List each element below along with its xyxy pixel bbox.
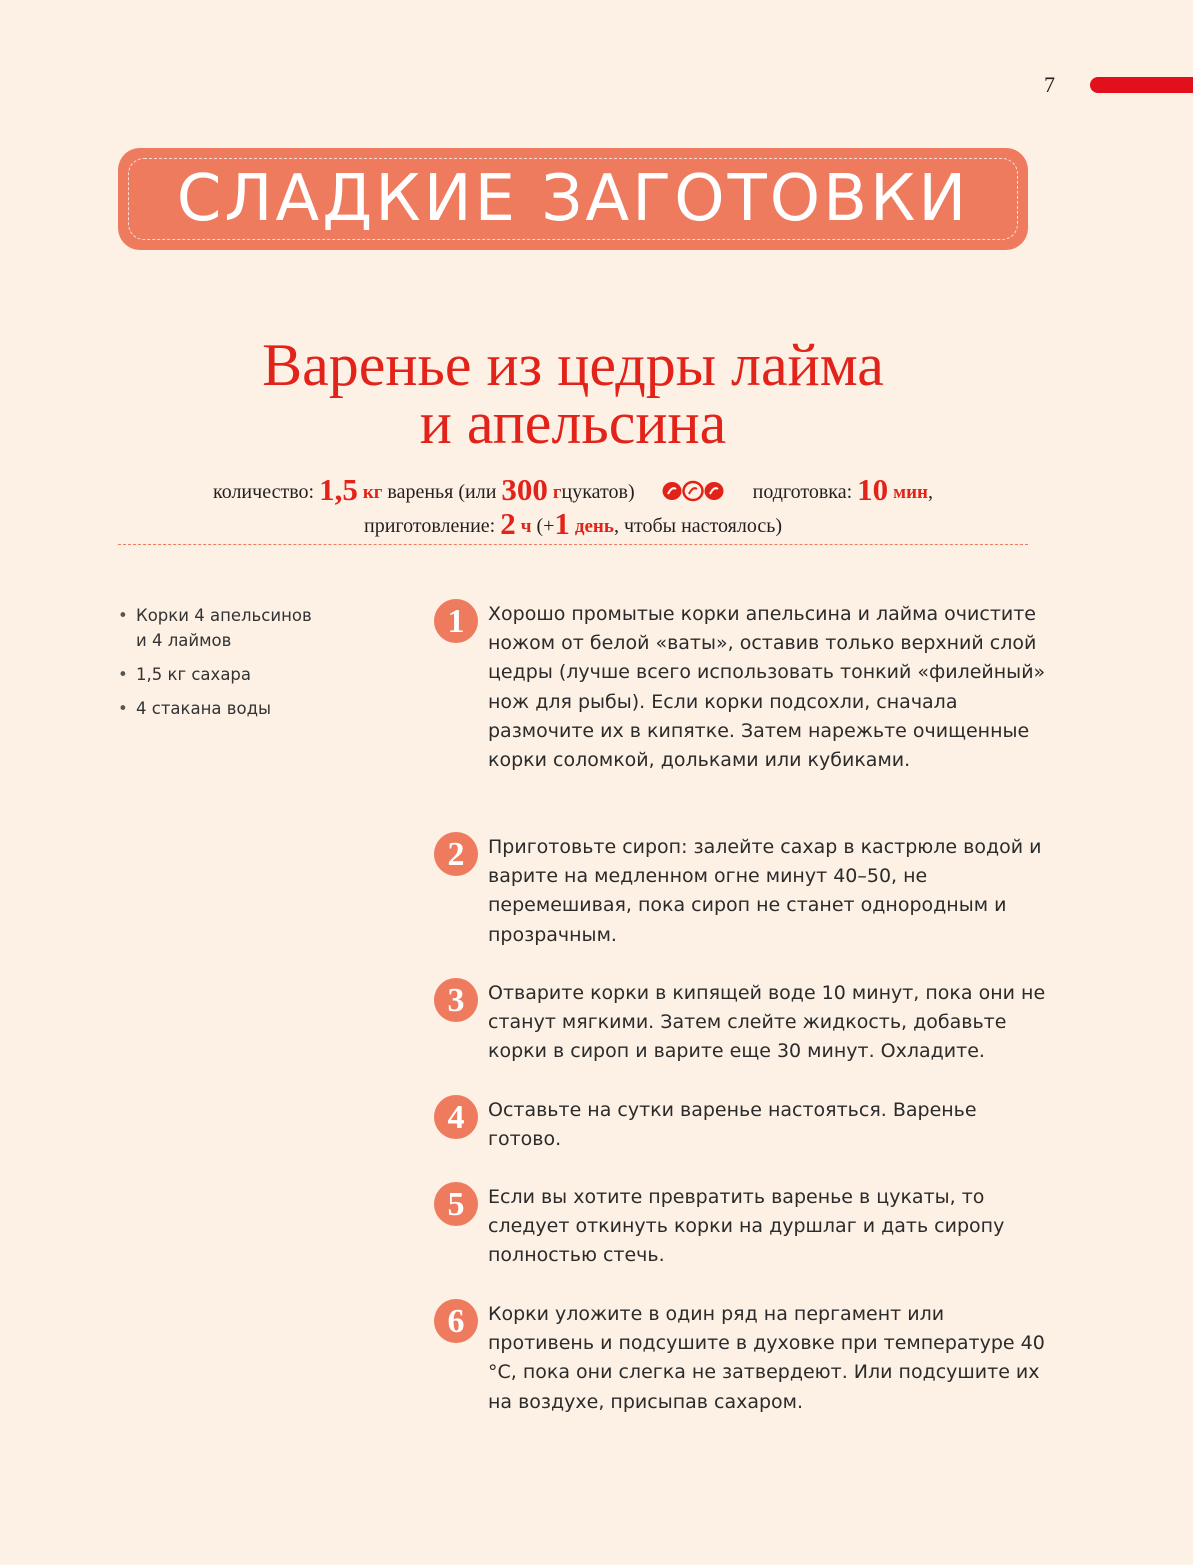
candied-unit: г xyxy=(552,482,562,503)
page-number: 7 xyxy=(1044,72,1055,97)
step-text: Если вы хотите превратить варенье в цукаты, то следует откинуть корки на дуршлаг и дать сиропу полностью стечь. xyxy=(488,1186,1005,1267)
cook-unit: ч xyxy=(520,516,532,537)
step-number-badge: 1 xyxy=(434,599,478,643)
section-title: СЛАДКИЕ ЗАГОТОВКИ xyxy=(176,162,970,236)
ingredient-item xyxy=(118,696,378,721)
candied-value: 300 xyxy=(501,472,548,507)
ingredients-list xyxy=(118,603,378,730)
prep-label: подготовка: xyxy=(752,481,853,503)
candied-text: цукатов) xyxy=(561,481,635,503)
quantity-text: варенья (или xyxy=(387,481,497,503)
recipe-meta-line2 xyxy=(118,506,1028,542)
step-text: Отварите корки в кипящей воде 10 минут, пока они не станут мягкими. Затем слейте жидкость, добавьте корки в сироп и варите еще 30 минут. Охладите. xyxy=(488,982,1046,1063)
page-tab-marker xyxy=(1090,77,1193,93)
ingredient-line: и 4 лаймов xyxy=(136,631,232,650)
difficulty-icons xyxy=(662,480,724,508)
recipe-meta-line1 xyxy=(118,472,1028,508)
recipe-title-line2: и апельсина xyxy=(419,390,727,456)
prep-suffix: , xyxy=(927,481,933,503)
step-text: Приготовьте сироп: залейте сахар в кастрюле водой и варите на медленном огне минут 40–50, не перемешивая, пока сироп не станет однородным и прозрачным. xyxy=(488,836,1042,946)
cook-extra-suffix: , чтобы настоялось) xyxy=(613,515,782,537)
chef-hat-icon xyxy=(662,480,724,502)
ingredient-line: 4 стакана воды xyxy=(136,699,272,718)
quantity-value: 1,5 xyxy=(319,472,358,507)
step-text: Хорошо промытые корки апельсина и лайма очистите ножом от белой «ваты», оставив только верхний слой цедры (лучше всего использовать тонкий «филейный» нож для рыбы). Если корки подсохли, сначала размочите их в кипятке. Затем нарежьте очищенные корки соломкой, дольками или кубиками. xyxy=(488,603,1046,772)
quantity-label: количество: xyxy=(213,481,315,503)
section-banner xyxy=(118,148,1028,250)
cook-extra-value: 1 xyxy=(554,506,570,541)
step-number-badge: 5 xyxy=(434,1182,478,1226)
recipe-title xyxy=(118,332,1028,456)
recipe-title-line1: Варенье из цедры лайма xyxy=(262,332,884,398)
step-number-badge: 2 xyxy=(434,832,478,876)
dashed-divider xyxy=(118,544,1028,545)
step-text: Оставьте на сутки варенье настояться. Варенье готово. xyxy=(488,1099,977,1151)
step-number-badge: 4 xyxy=(434,1095,478,1139)
prep-value: 10 xyxy=(857,472,889,507)
prep-unit: мин xyxy=(893,482,928,503)
step-number-badge: 3 xyxy=(434,978,478,1022)
cook-value: 2 xyxy=(500,506,516,541)
ingredient-item xyxy=(118,662,378,687)
step-text: Корки уложите в один ряд на пергамент или противень и подсушите в духовке при температуре 40 °С, пока они слегка не затвердеют. Или подсушите их на воздухе, присыпав сахаром. xyxy=(488,1303,1045,1413)
step-number-badge: 6 xyxy=(434,1299,478,1343)
ingredient-line: Корки 4 апельсинов xyxy=(136,606,312,625)
cook-extra-unit: день xyxy=(574,516,614,537)
cook-extra-prefix: (+ xyxy=(536,515,555,537)
quantity-unit: кг xyxy=(362,482,383,503)
ingredient-item xyxy=(118,603,378,653)
ingredient-line: 1,5 кг сахара xyxy=(136,665,252,684)
cook-label: приготовление: xyxy=(364,515,496,537)
